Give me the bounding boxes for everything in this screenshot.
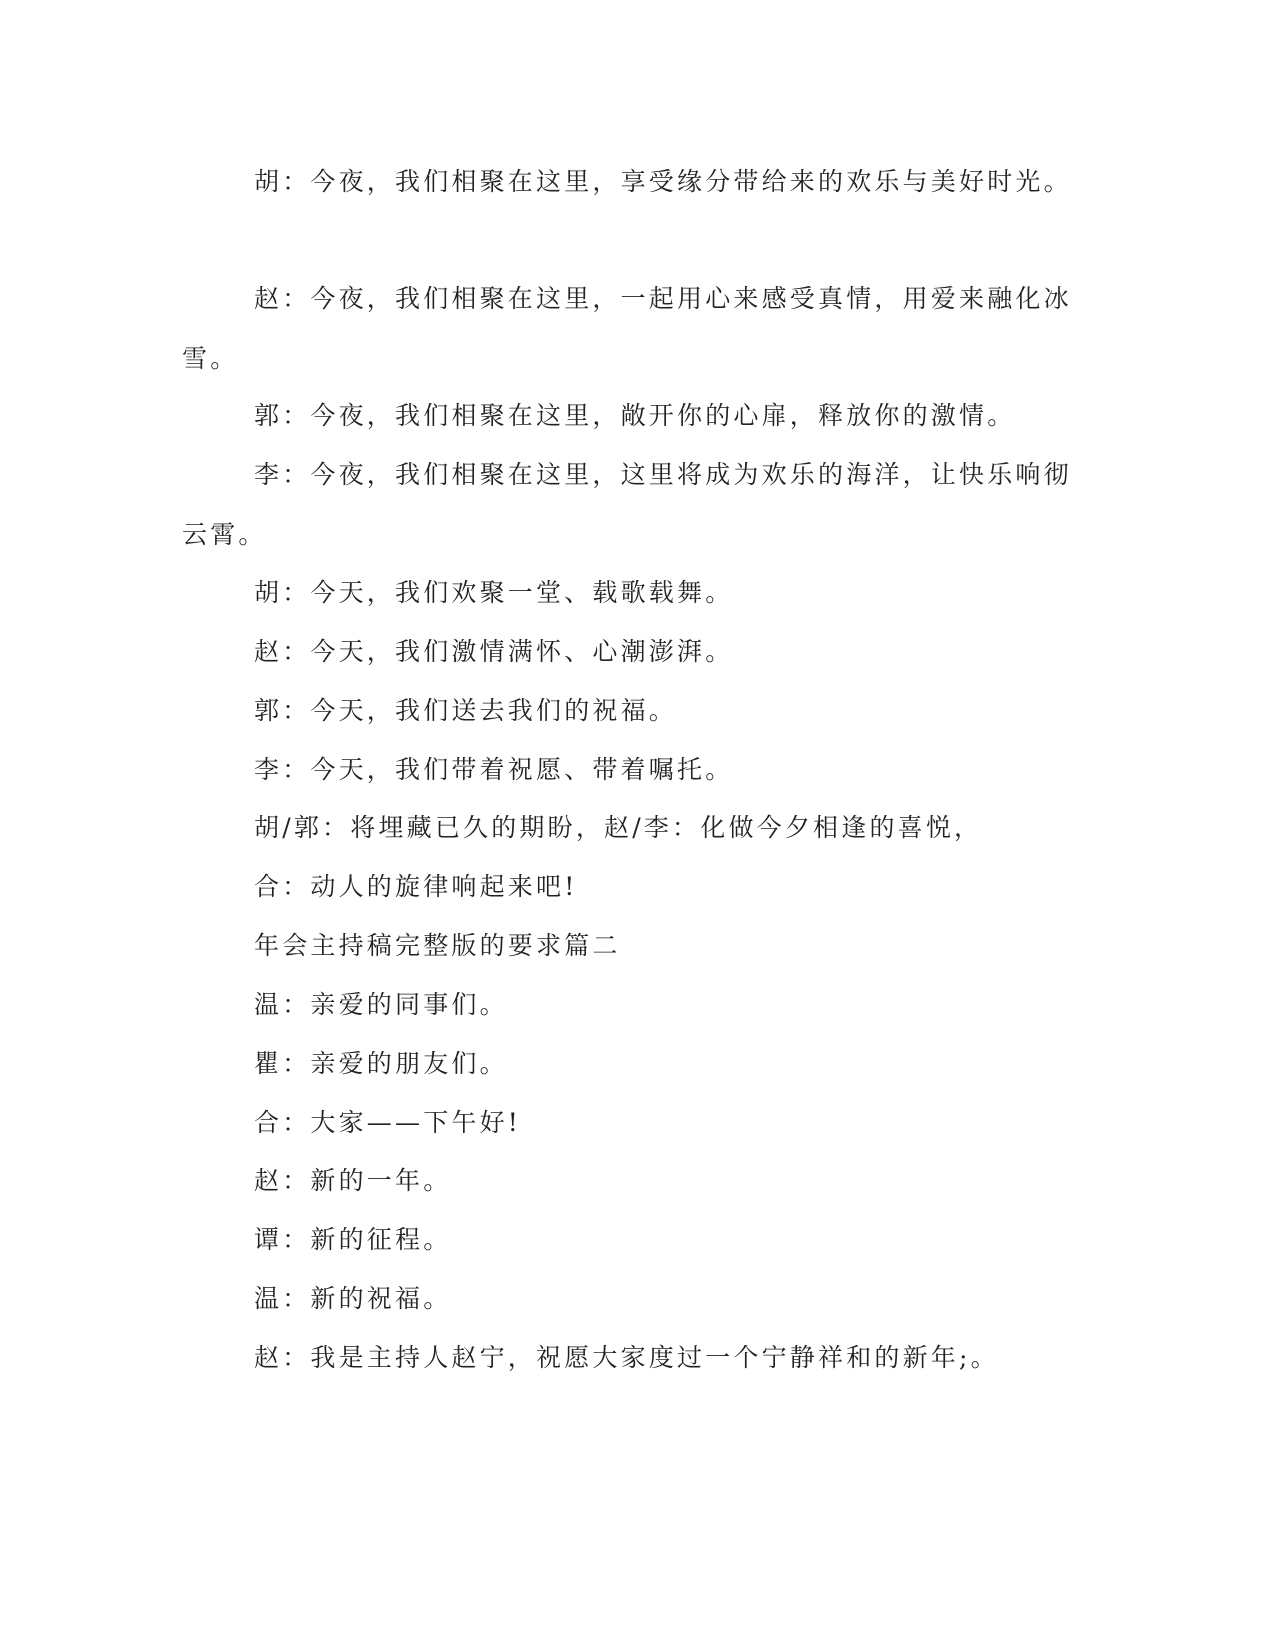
script-line-zhao-3: 赵：新的一年。 — [254, 1166, 452, 1195]
script-line-wen-1: 温：亲爱的同事们。 — [254, 990, 508, 1019]
script-line-zhao-2: 赵：今天，我们激情满怀、心潮澎湃。 — [254, 637, 734, 666]
script-line-guo-1: 郭：今夜，我们相聚在这里，敞开你的心扉，释放你的激情。 — [254, 401, 1016, 430]
script-line-qu-1: 瞿：亲爱的朋友们。 — [254, 1049, 508, 1078]
script-line-hu-2: 胡：今天，我们欢聚一堂、载歌载舞。 — [254, 578, 734, 607]
section-heading: 年会主持稿完整版的要求篇二 — [254, 931, 621, 960]
script-line-guo-2: 郭：今天，我们送去我们的祝福。 — [254, 696, 678, 725]
script-line-together-2: 合：大家——下午好! — [254, 1108, 522, 1137]
script-line-li-1: 李：今夜，我们相聚在这里，这里将成为欢乐的海洋，让快乐响彻云霄。 — [182, 460, 1072, 549]
script-line-zhao-1: 赵：今夜，我们相聚在这里，一起用心来感受真情，用爱来融化冰雪。 — [182, 284, 1072, 373]
script-line-wen-2: 温：新的祝福。 — [254, 1284, 452, 1313]
script-line-li-2: 李：今天，我们带着祝愿、带着嘱托。 — [254, 755, 734, 784]
script-line-tan-1: 谭：新的征程。 — [254, 1225, 452, 1254]
script-line-duet: 胡/郭：将埋藏已久的期盼，赵/李：化做今夕相逢的喜悦， — [254, 813, 983, 842]
script-line-together-1: 合：动人的旋律响起来吧! — [254, 872, 578, 901]
script-line-hu-1: 胡：今夜，我们相聚在这里，享受缘分带给来的欢乐与美好时光。 — [254, 167, 1072, 196]
script-line-zhao-4: 赵：我是主持人赵宁，祝愿大家度过一个宁静祥和的新年;。 — [254, 1343, 999, 1372]
